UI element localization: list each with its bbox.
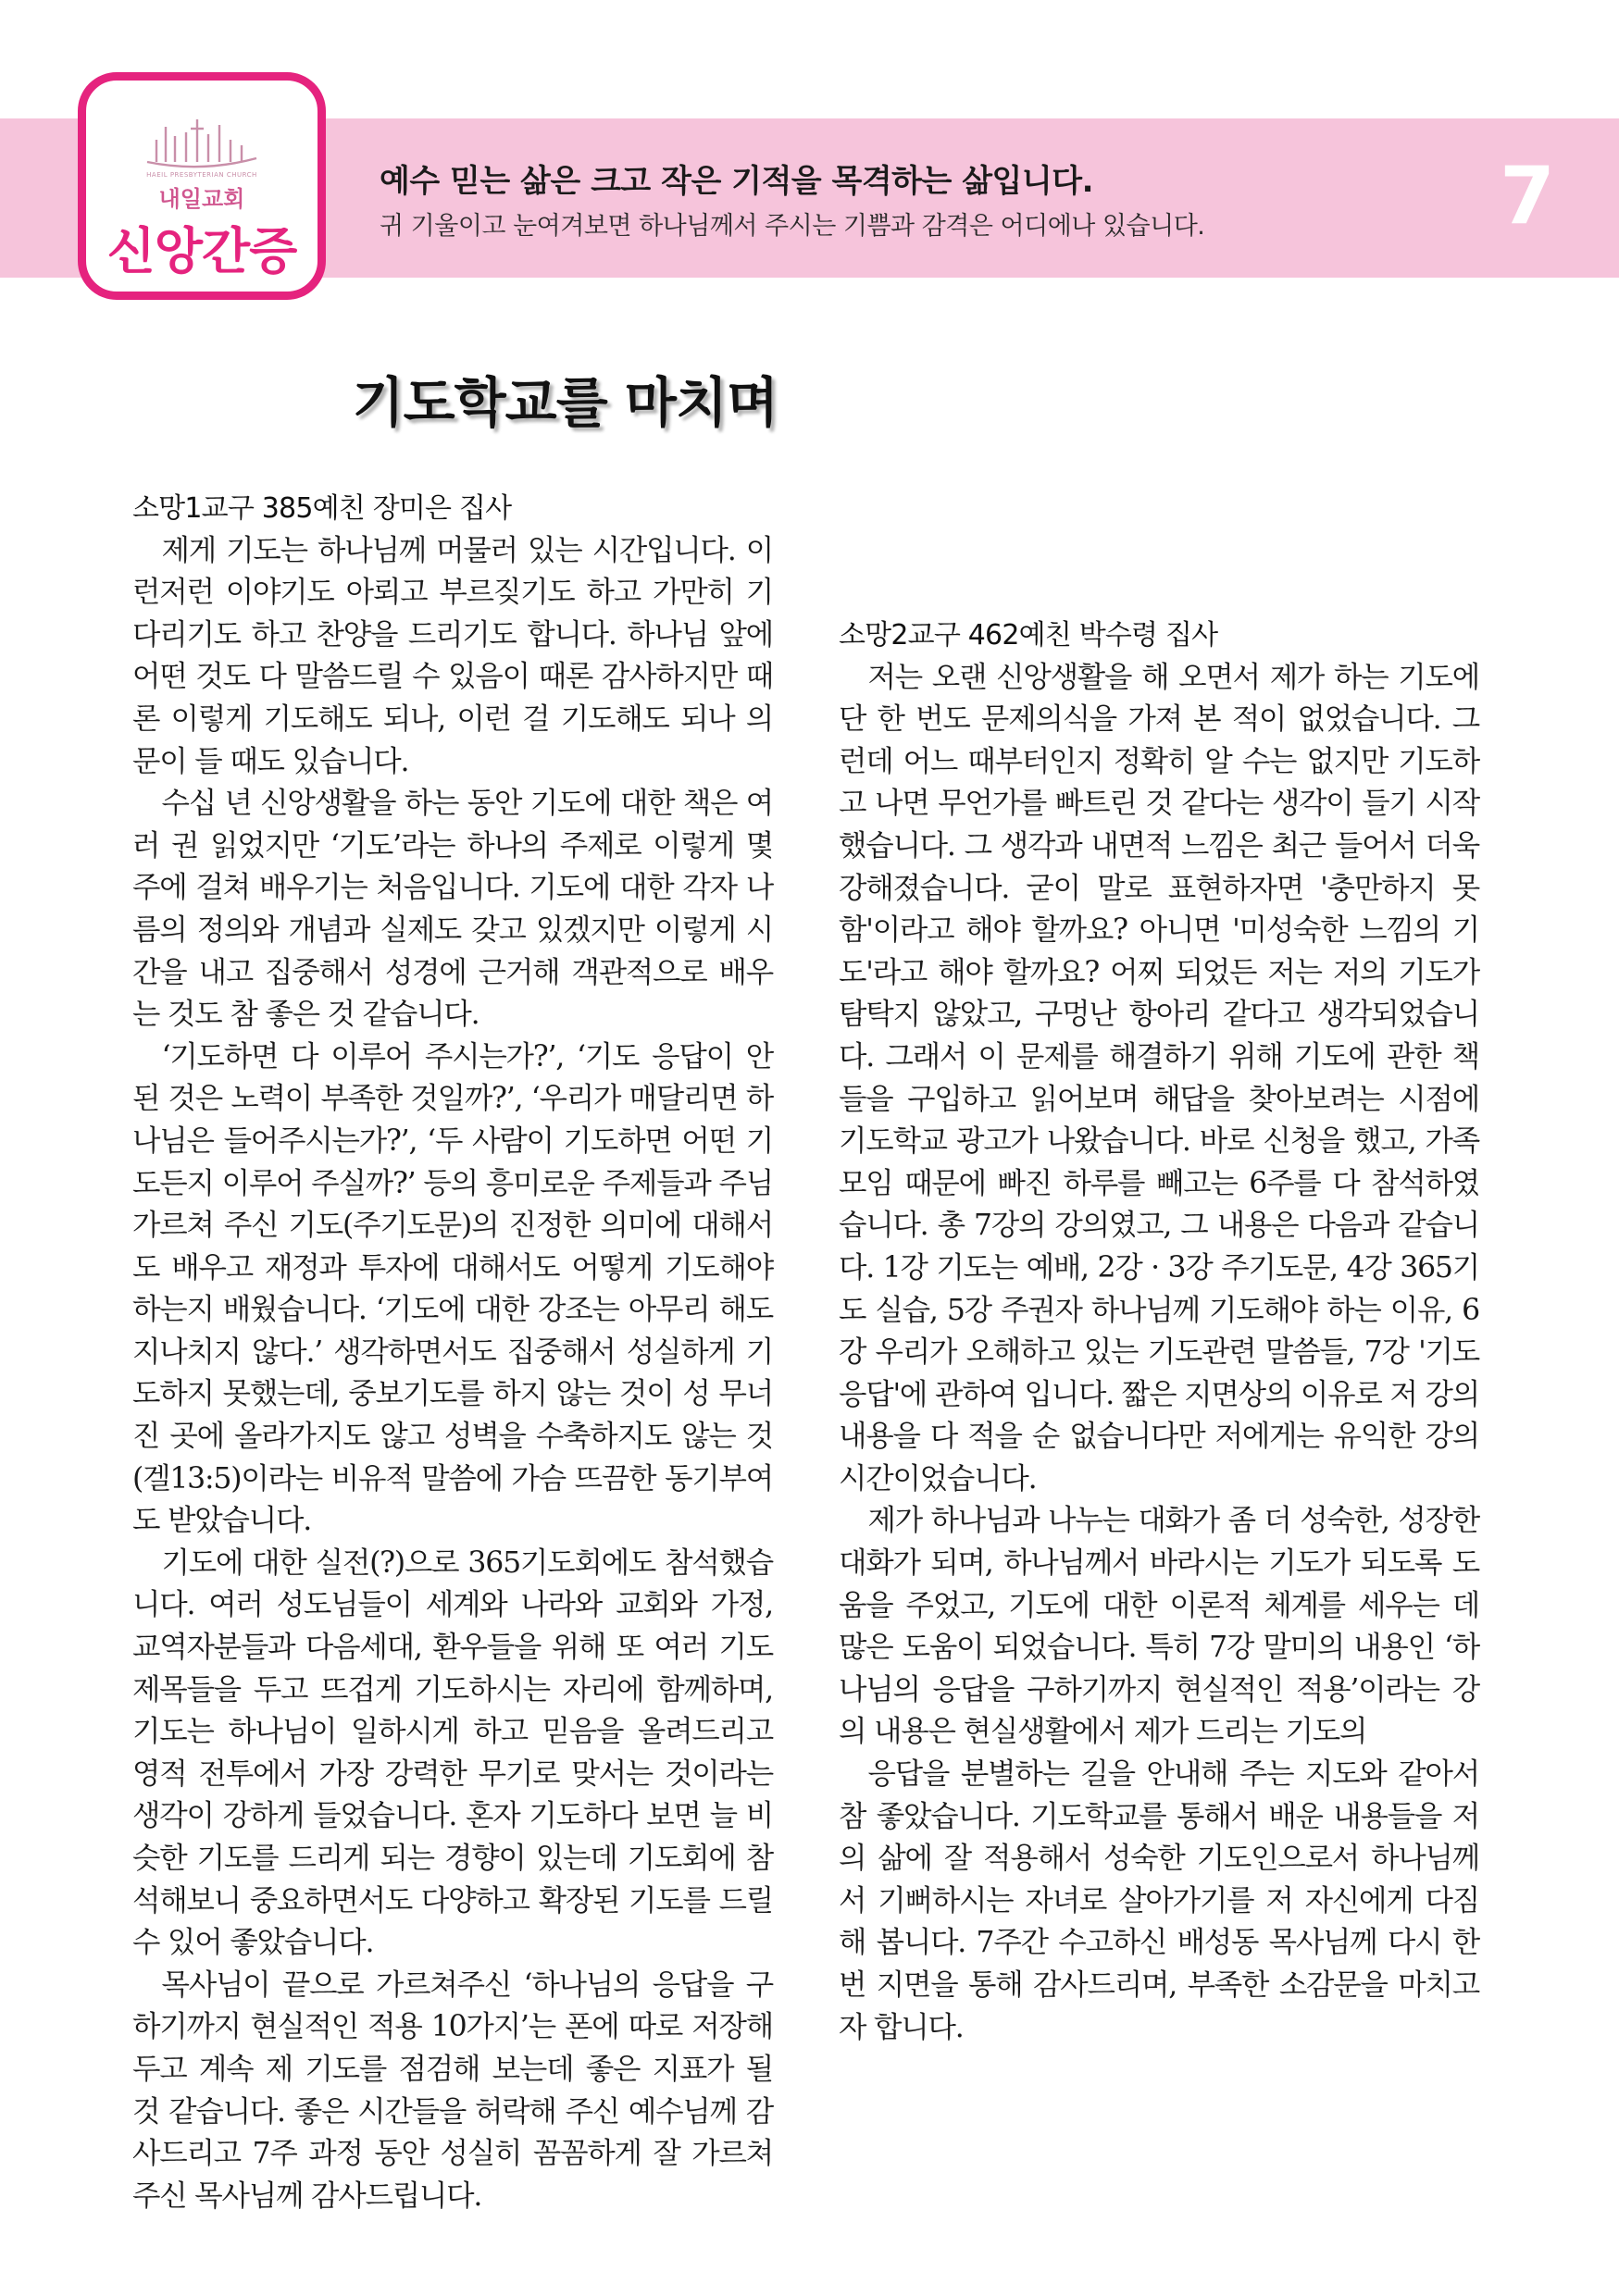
column-left bbox=[132, 488, 773, 2217]
article-title: 기도학교를 마치며 bbox=[352, 371, 778, 434]
paragraph: 응답을 분별하는 길을 안내해 주는 지도와 같아서 참 좋았습니다. 기도학교를 통해서 배운 내용들을 저의 삶에 잘 적용해서 성숙한 기도인으로서 하나님께서 기뻐하시는 자녀로 살아가기를 저 자신에게 다짐해 봅니다. 7주간 수고하신 배성동 목사님께 다시 한 번 지면을 통해 감사드리며, 부족한 소감문을 마치고자 합니다. bbox=[839, 1757, 1479, 2044]
header-subline: 귀 기울이고 눈여겨보면 하나님께서 주시는 기쁨과 감격은 어디에나 있습니다. bbox=[380, 212, 1205, 241]
section-badge bbox=[78, 72, 326, 300]
header-headline: 예수 믿는 삶은 크고 작은 기적을 목격하는 삶입니다. bbox=[380, 163, 1093, 200]
author-2: 소망2교구 462예친 박수령 집사 bbox=[839, 619, 1218, 652]
page-number: 7 bbox=[1500, 150, 1555, 242]
paragraph: 목사님이 끝으로 가르쳐주신 ‘하나님의 응답을 구하기까지 현실적인 적용 10가지’는 폰에 따로 저장해두고 계속 제 기도를 점검해 보는데 좋은 지표가 될 것 같습니다. 좋은 시간들을 허락해 주신 예수님께 감사드리고 7주 과정 동안 성실히 꼼꼼하게 잘 가르쳐주신 목사님께 감사드립니다. bbox=[132, 1967, 773, 2213]
logo-name: 내일교회 bbox=[158, 186, 245, 212]
column-right bbox=[839, 614, 1479, 2049]
paragraph: 수십 년 신앙생활을 하는 동안 기도에 대한 책은 여러 권 읽었지만 ‘기도’라는 하나의 주제로 이렇게 몇 주에 걸쳐 배우기는 처음입니다. 기도에 대한 각자 나름의 정의와 개념과 실제도 갖고 있겠지만 이렇게 시간을 내고 집중해서 성경에 근거해 객관적으로 배우는 것도 참 좋은 것 같습니다. bbox=[132, 787, 773, 1032]
section-label: 신앙간증 bbox=[106, 222, 297, 280]
paragraph: 제게 기도는 하나님께 머물러 있는 시간입니다. 이런저런 이야기도 아뢰고 부르짖기도 하고 가만히 기다리기도 하고 찬양을 드리기도 합니다. 하나님 앞에 어떤 것도 다 말씀드릴 수 있음이 때론 감사하지만 때론 이렇게 기도해도 되나, 이런 걸 기도해도 되나 의문이 들 때도 있습니다. bbox=[132, 533, 773, 778]
paragraph: 제가 하나님과 나누는 대화가 좀 더 성숙한, 성장한 대화가 되며, 하나님께서 바라시는 기도가 되도록 도움을 주었고, 기도에 대한 이론적 체계를 세우는 데 많은 도움이 되었습니다. 특히 7강 말미의 내용인 ‘하나님의 응답을 구하기까지 현실적인 적용’이라는 강의 내용은 현실생활에서 제가 드리는 기도의 bbox=[839, 1504, 1479, 1749]
paragraph: 기도에 대한 실전(?)으로 365기도회에도 참석했습니다. 여러 성도님들이 세계와 나라와 교회와 가정, 교역자분들과 다음세대, 환우들을 위해 또 여러 기도 제목들을 두고 뜨겁게 기도하시는 자리에 함께하며, 기도는 하나님이 일하시게 하고 믿음을 올려드리고 영적 전투에서 가장 강력한 무기로 맞서는 것이라는 생각이 강하게 들었습니다. 혼자 기도하다 보면 늘 비슷한 기도를 드리게 되는 경향이 있는데 기도회에 참석해보니 중요하면서도 다양하고 확장된 기도를 드릴 수 있어 좋았습니다. bbox=[132, 1545, 773, 1960]
paragraph: 저는 오랜 신앙생활을 해 오면서 제가 하는 기도에 단 한 번도 문제의식을 가져 본 적이 없었습니다. 그런데 어느 때부터인지 정확히 알 수는 없지만 기도하고 나면 무언가를 빠트린 것 같다는 생각이 들기 시작했습니다. 그 생각과 내면적 느낌은 최근 들어서 더욱 강해졌습니다. 굳이 말로 표현하자면 '충만하지 못함'이라고 해야 할까요? 아니면 '미성숙한 느낌의 기도'라고 해야 할까요? 어찌 되었든 저는 저의 기도가 탐탁지 않았고, 구멍난 항아리 같다고 생각되었습니다. 그래서 이 문제를 해결하기 위해 기도에 관한 책들을 구입하고 읽어보며 해답을 찾아보려는 시점에 기도학교 광고가 나왔습니다. 바로 신청을 했고, 가족 모임 때문에 빠진 하루를 빼고는 6주를 다 참석하였습니다. 총 7강의 강의였고, 그 내용은 다음과 같습니다. 1강 기도는 예배, 2강 · 3강 주기도문, 4강 365기도 실습, 5강 주권자 하나님께 기도해야 하는 이유, 6강 우리가 오해하고 있는 기도관련 말씀들, 7강 '기도 응답'에 관하여 입니다. 짧은 지면상의 이유로 저 강의 내용을 다 적을 순 없습니다만 저에게는 유익한 강의 시간이었습니다. bbox=[839, 660, 1479, 1496]
church-logo-icon bbox=[143, 116, 260, 171]
logo-subtitle: HAEIL PRESBYTERIAN CHURCH bbox=[146, 171, 257, 179]
author-1: 소망1교구 385예친 장미은 집사 bbox=[132, 492, 512, 525]
paragraph: ‘기도하면 다 이루어 주시는가?’, ‘기도 응답이 안 된 것은 노력이 부족한 것일까?’, ‘우리가 매달리면 하나님은 들어주시는가?’, ‘두 사람이 기도하면 어떤 기도든지 이루어 주실까?’ 등의 흥미로운 주제들과 주님 가르쳐 주신 기도(주기도문)의 진정한 의미에 대해서도 배우고 재정과 투자에 대해서도 어떻게 기도해야 하는지 배웠습니다. ‘기도에 대한 강조는 아무리 해도 지나치지 않다.’ 생각하면서도 집중해서 성실하게 기도하지 못했는데, 중보기도를 하지 않는 것이 성 무너진 곳에 올라가지도 않고 성벽을 수축하지도 않는 것(겔13:5)이라는 비유적 말씀에 가슴 뜨끔한 동기부여도 받았습니다. bbox=[132, 1039, 773, 1538]
